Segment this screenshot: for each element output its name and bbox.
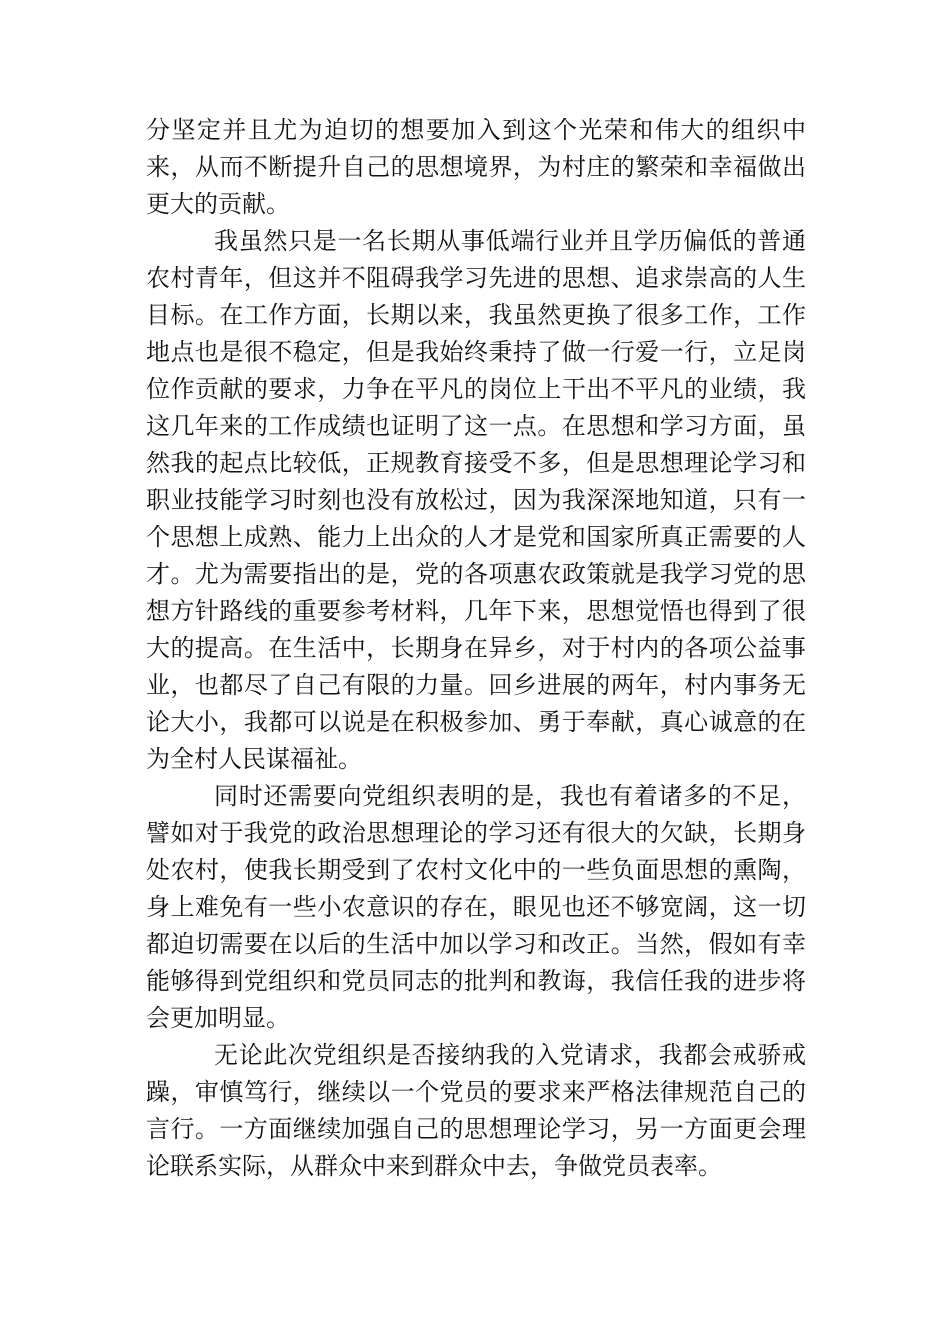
document-page bbox=[146, 112, 806, 1185]
paragraph-commitment: 无论此次党组织是否接纳我的入党请求，我都会戒骄戒躁，审慎笃行，继续以一个党员的要求来严格法律规范自己的言行。一方面继续加强自己的思想理论学习，另一方面更会理论联系实际，从群众中来到群众中去，争做党员表率。 bbox=[146, 1041, 806, 1180]
paragraph-continuation: 分坚定并且尤为迫切的想要加入到这个光荣和伟大的组织中来，从而不断提升自己的思想境界，为村庄的繁荣和幸福做出更大的贡献。 bbox=[146, 116, 806, 218]
paragraph-shortcomings: 同时还需要向党组织表明的是，我也有着诸多的不足，譬如对于我党的政治思想理论的学习还有很大的欠缺，长期身处农村，使我长期受到了农村文化中的一些负面思想的熏陶，身上难免有一些小农意识的存在，眼见也还不够宽阔，这一切都迫切需要在以后的生活中加以学习和改正。当然，假如有幸能够得到党组织和党员同志的批判和教诲，我信任我的进步将会更加明显。 bbox=[146, 782, 806, 1032]
paragraph-background: 我虽然只是一名长期从事低端行业并且学历偏低的普通农村青年，但这并不阻碍我学习先进的思想、追求崇高的人生目标。在工作方面，长期以来，我虽然更换了很多工作，工作地点也是很不稳定，但是我始终秉持了做一行爱一行，立足岗位作贡献的要求，力争在平凡的岗位上干出不平凡的业绩，我这几年来的工作成绩也证明了这一点。在思想和学习方面，虽然我的起点比较低，正规教育接受不多，但是思想理论学习和职业技能学习时刻也没有放松过，因为我深深地知道，只有一个思想上成熟、能力上出众的人才是党和国家所真正需要的人才。尤为需要指出的是，党的各项惠农政策就是我学习党的思想方针路线的重要参考材料，几年下来，思想觉悟也得到了很大的提高。在生活中，长期身在异乡，对于村内的各项公益事业，也都尽了自己有限的力量。回乡进展的两年，村内事务无论大小，我都可以说是在积极参加、勇于奉献，真心诚意的在为全村人民谋福祉。 bbox=[146, 227, 806, 773]
